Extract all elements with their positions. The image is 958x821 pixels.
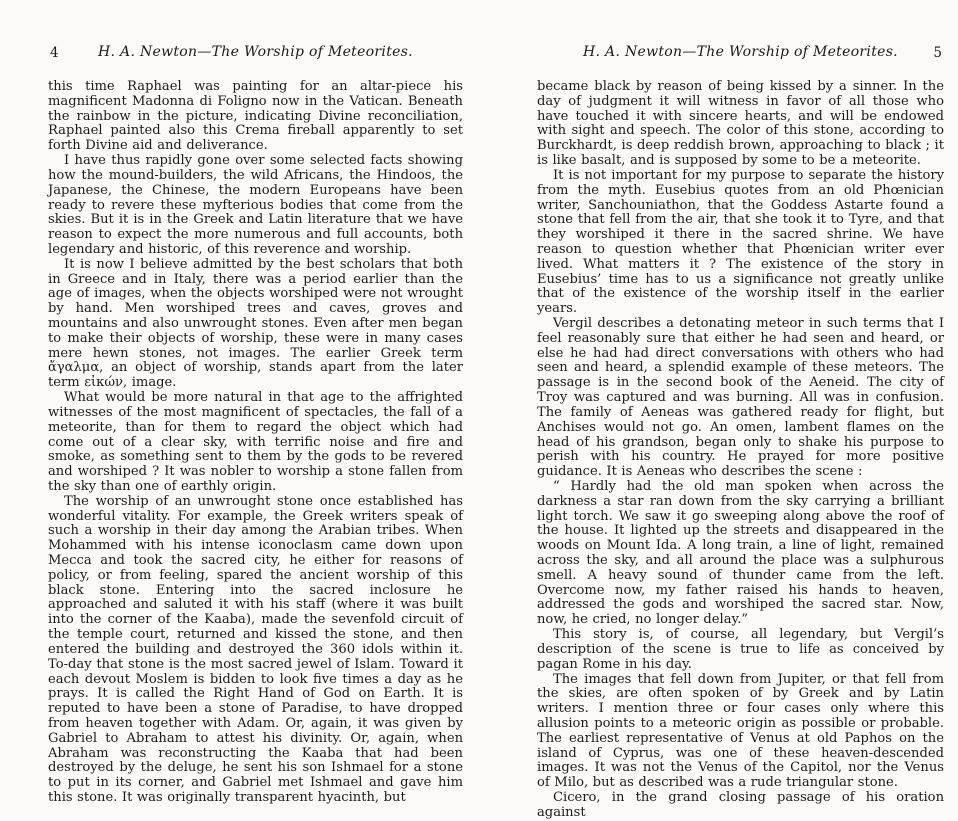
paragraph: Cicero, in the grand closing passage of his oration against — [537, 790, 944, 820]
paragraph: this time Raphael was painting for an altar-piece his magnificent Madonna di Foligno now in the Vatican. Beneath the rainbow in the picture, indicating Divine reconciliation, Raphael painted also this Crema fireball apparently to set forth Divine aid and deliverance. — [48, 79, 463, 154]
paragraph: Vergil describes a detonating meteor in such terms that I feel reasonably sure that either he had seen and heard, or else he had had direct conversations with others who had seen and heard, a splendid example of these meteors. The passage is in the second book of the Aeneid. The city of Troy was captured and was burning. All was in confusion. The family of Aeneas was gathered ready for flight, but Anchises would not go. An omen, lambent flames on the head of his grandson, began only to shake his purpose to perish with his country. He prayed for more positive guidance. It is Aeneas who describes the scene : — [537, 316, 944, 480]
left-page — [48, 0, 463, 806]
page-body — [48, 80, 463, 806]
paragraph: I have thus rapidly gone over some selected facts showing how the mound-builders, the wild Africans, the Hindoos, the Japanese, the Chinese, the modern Europeans have been ready to revere these myfterious bodies that come from the skies. But it is in the Greek and Latin literature that we have reason to expect the more numerous and full accounts, both legendary and historic, of this reverence and worship. — [48, 153, 463, 257]
paragraph: became black by reason of being kissed by a sinner. In the day of judgment it will witness in favor of all those who have touched it with sincere hearts, and will be endowed with sight and speech. The color of this stone, according to Burckhardt, is deep reddish brown, approaching to black ; it is like basalt, and is supposed by some to be a meteorite. — [537, 79, 944, 169]
paragraph: The images that fell down from Jupiter, or that fell from the skies, are often spoken of by Greek and by Latin writers. I mention three or four cases only where this allusion points to a meteoric origin as possible or probable. The earliest representative of Venus at old Paphos on the island of Cyprus, was one of these heaven-descended images. It was not the Venus of the Capitol, nor the Venus of Milo, but as described was a rude triangular stone. — [537, 671, 944, 791]
page-number: 4 — [50, 45, 59, 61]
running-title: H. A. Newton—The Worship of Meteorites. — [98, 44, 413, 60]
paragraph: It is not important for my purpose to separate the history from the myth. Eusebius quotes from an old Phœnician writer, Sanchouniathon, that the Goddess Astarte found a stone that fell from the air, that she took it to Tyre, and that they worshiped it there in the sacred shrine. We have reason to question whether that Phœnician writer ever lived. What matters it ? The existence of the story in Eusebius’ time has to us a significance not greatly unlike that of the existence of the worship itself in the earlier years. — [537, 167, 944, 317]
page-number: 5 — [933, 45, 942, 61]
paragraph: “ Hardly had the old man spoken when across the darkness a star ran down from the sky carrying a brilliant light torch. We saw it go sweeping along above the roof of the house. It lighted up the streets and disappeared in the woods on Mount Ida. A long train, a line of light, remained across the sky, and all around the place was a sulphurous smell. A heavy sound of thunder came from the left. Overcome now, my father raised his hands to heaven, addressed the gods and worshiped the sacred star. Now, now, he cried, no longer delay.” — [537, 478, 944, 628]
paragraph: This story is, of course, all legendary, but Vergil’s description of the scene is true to life as conceived by pagan Rome in his day. — [537, 627, 944, 672]
running-title: H. A. Newton—The Worship of Meteorites. — [583, 44, 898, 60]
running-header — [48, 44, 463, 62]
paragraph: The worship of an unwrought stone once established has wonderful vitality. For example, the Greek writers speak of such a worship in their day among the Arabian tribes. When Mohammed with his intense iconoclasm came down upon Mecca and took the sacred city, he either for reasons of policy, or from feeling, spared the ancient worship of this black stone. Entering into the sacred inclosure he approached and saluted it with his staff (where it was built into the corner of the Kaaba), made the sevenfold circuit of the temple court, returned and kissed the stone, and then entered the building and destroyed the 360 idols within it. To-day that stone is the most sacred jewel of Islam. Toward it each devout Moslem is bidden to look five times a day as he prays. It is called the Right Hand of God on Earth. It is reputed to have been a stone of Paradise, to have dropped from heaven together with Adam. Or, again, it was given by Gabriel to Abraham to attest his divinity. Or, again, when Abraham was reconstructing the Kaaba that had been destroyed by the deluge, he sent his son Ishmael for a stone to put in its corner, and Gabriel met Ishmael and gave him this stone. It was originally transparent hyacinth, but — [48, 493, 463, 805]
right-page — [537, 0, 944, 821]
running-header — [537, 44, 944, 62]
page-body — [537, 80, 944, 821]
paragraph: What would be more natural in that age to the affrighted witnesses of the most magnificent of spectacles, the fall of a meteorite, than for them to regard the object which had come out of a clear sky, with terrific noise and fire and smoke, as something sent to them by the gods to be revered and worshiped ? It was nobler to worship a stone fallen from the sky than one of earthly origin. — [48, 390, 463, 494]
paragraph: It is now I believe admitted by the best scholars that both in Greece and in Italy, there was a period earlier than the age of images, when the objects worshiped were not wrought by hand. Men worshiped trees and caves, groves and mountains and also unwrought stones. Even after men began to make their objects of worship, these were in many cases mere hewn stones, not images. The earlier Greek term ἄγαλμα, an object of worship, stands apart from the later term εἰκών, image. — [48, 256, 463, 391]
